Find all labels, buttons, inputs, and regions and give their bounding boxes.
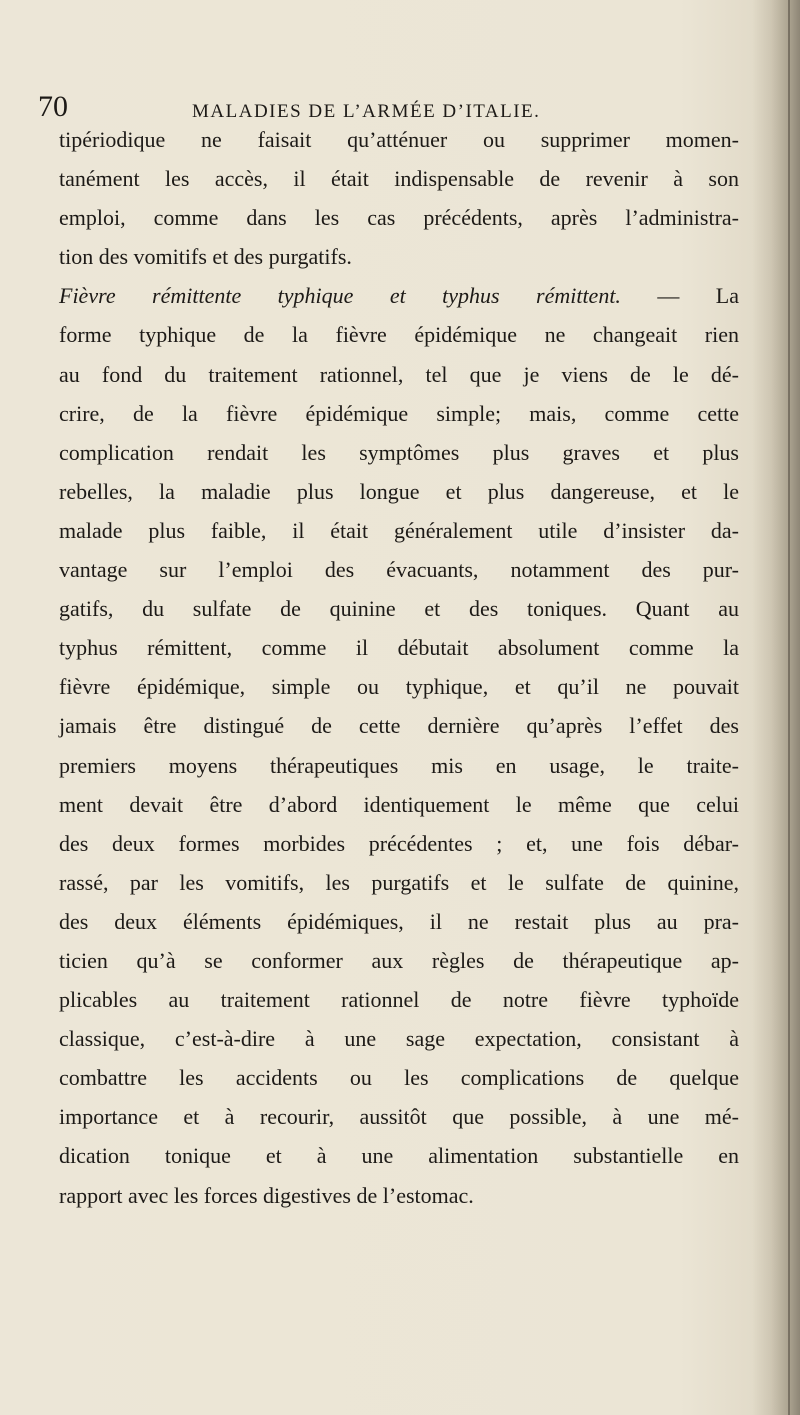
text-line: emploi, comme dans les cas précédents, après l’administra-	[59, 205, 739, 231]
text-line: rassé, par les vomitifs, les purgatifs et le sulfate de quinine,	[59, 869, 739, 895]
text-line: importance et à recourir, aussitôt que possible, à une mé-	[59, 1104, 739, 1130]
text-line: des deux formes morbides précédentes ; et, une fois débar-	[59, 830, 739, 856]
text-line: fièvre épidémique, simple ou typhique, et qu’il ne pouvait	[59, 674, 739, 700]
text-line: des deux éléments épidémiques, il ne restait plus au pra-	[59, 908, 739, 934]
text-line: tion des vomitifs et des purgatifs.	[59, 244, 352, 270]
text-line: gatifs, du sulfate de quinine et des toniques. Quant au	[59, 596, 739, 622]
text-line: forme typhique de la fièvre épidémique ne changeait rien	[59, 322, 739, 348]
page-binding-edge	[788, 0, 790, 1415]
text-line: classique, c’est-à-dire à une sage expectation, consistant à	[59, 1026, 739, 1052]
text-line: ticien qu’à se conformer aux règles de thérapeutique ap-	[59, 947, 739, 973]
text-line: premiers moyens thérapeutiques mis en usage, le traite-	[59, 752, 739, 778]
text-line: tipériodique ne faisait qu’atténuer ou supprimer momen-	[59, 127, 739, 152]
text-line: ment devait être d’abord identiquement le même que celui	[59, 791, 739, 817]
text-line: crire, de la fièvre épidémique simple; mais, comme cette	[59, 400, 739, 426]
text-line: tanément les accès, il était indispensable de revenir à son	[59, 166, 739, 192]
section-heading: Fièvre rémittente typhique et typhus rémittent.	[59, 283, 621, 309]
page-gutter-shadow	[752, 0, 800, 1415]
section-heading-continuation: — La	[620, 283, 740, 309]
text-line: rapport avec les forces digestives de l’estomac.	[59, 1182, 474, 1208]
text-line: complication rendait les symptômes plus graves et plus	[59, 439, 739, 465]
text-line: typhus rémittent, comme il débutait absolument comme la	[59, 635, 739, 661]
text-line: combattre les accidents ou les complications de quelque	[59, 1065, 739, 1091]
text-line: malade plus faible, il était généralement utile d’insister da-	[59, 517, 739, 543]
text-line: jamais être distingué de cette dernière qu’après l’effet des	[59, 713, 739, 739]
body-text	[59, 120, 739, 1215]
text-line: dication tonique et à une alimentation substantielle en	[59, 1143, 739, 1169]
text-line: rebelles, la maladie plus longue et plus dangereuse, et le	[59, 478, 739, 504]
section-heading-line	[59, 276, 739, 315]
page-number: 70	[38, 90, 68, 123]
text-line: vantage sur l’emploi des évacuants, notamment des pur-	[59, 557, 739, 583]
running-title: MALADIES DE L’ARMÉE D’ITALIE.	[192, 101, 541, 122]
text-line: plicables au traitement rationnel de notre fièvre typhoïde	[59, 987, 739, 1013]
text-line: au fond du traitement rationnel, tel que je viens de le dé-	[59, 361, 739, 387]
